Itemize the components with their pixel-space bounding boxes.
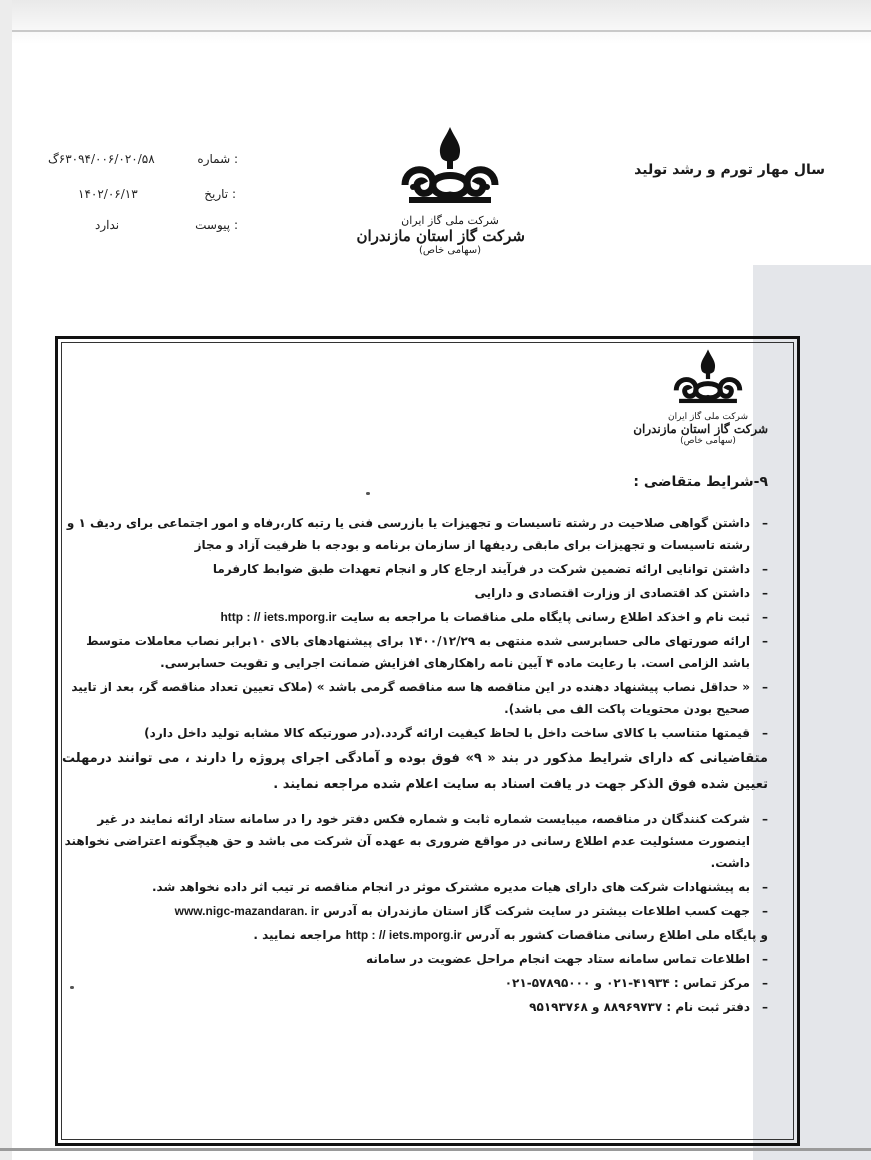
notice-body — [62, 474, 768, 1020]
scan-bottom-line — [0, 1148, 871, 1151]
item-text: داشتن توانایی ارائه تضمین شرکت در فرآیند ارجاع کار و انجام تعهدات طبق ضوابط کارفرما — [212, 562, 750, 576]
letter-date — [78, 187, 236, 205]
list-item: – داشتن توانایی ارائه تضمین شرکت در فرآیند ارجاع کار و انجام تعهدات طبق ضوابط کارفرما — [212, 562, 768, 576]
contact-register: دفتر ثبت نام : ۸۸۹۶۹۷۳۷ و ۹۵۱۹۳۷۶۸ — [529, 1000, 750, 1014]
letter-attachment — [95, 218, 238, 236]
item-text: داشتن گواهی صلاحیت در رشته تاسیسات و تجهیزات یا بازرسی فنی یا رتبه کار،رفاه و امور اجتماعی برای ردیف ۱ و رشته تاسیسات و تجهیزات برای مابقی ردیفها از سازمان برنامه و بودجه با ظرفیت آزاد و مجاز — [66, 516, 750, 552]
register-link[interactable]: http : // iets.mporg.ir — [220, 610, 337, 624]
note-text: به پیشنهادات شرکت های دارای هیات مدیره مشترک موثر در انجام مناقصه تر تیب اثر داده نخواهد شد. — [152, 880, 750, 894]
logo-line1: شرکت ملی گاز ایران — [401, 214, 499, 227]
list-item: – شرکت کنندگان در مناقصه، میبایست شماره ثابت و شماره فکس دفتر خود را در سامانه ستاد ارائه نمایند در غیر اینصورت مسئولیت عدم اطلاع رسانی در مواقع ضروری به عهده آن شرکت می باشد و حق هیچگونه اعتراضی نخواهند داشت. — [64, 812, 768, 870]
logo-line2: شرکت گاز استان مازندران — [633, 422, 768, 436]
applicant-paragraph: متقاضیانی که دارای شرایط مذکور در بند « ۹» فوق بوده و آمادگی اجرای پروژه را دارند ، می توانند درمهلت تعیین شده فوق الذکر جهت در یافت اسناد به سایت اعلام شده مراجعه نمایند . — [62, 751, 768, 792]
letter-number-label: شماره : — [197, 152, 238, 166]
list-item: – داشتن کد اقتصادی از وزارت اقتصادی و دارایی — [474, 586, 768, 600]
iets-link[interactable]: http : // iets.mporg.ir — [345, 928, 462, 942]
list-item: – دفتر ثبت نام : ۸۸۹۶۹۷۳۷ و ۹۵۱۹۳۷۶۸ — [529, 1000, 768, 1014]
letter-number — [48, 152, 238, 170]
logo-line2: شرکت گاز استان مازندران — [356, 227, 525, 245]
logo-line3: (سهامی خاص) — [418, 245, 482, 256]
note-text: شرکت کنندگان در مناقصه، میبایست شماره ثابت و شماره فکس دفتر خود را در سامانه ستاد ارائه نمایند در غیر اینصورت مسئولیت عدم اطلاع رسانی در مواقع ضروری به عهده آن شرکت می باشد و حق هیچگونه اعتراضی نخواهند داشت. — [64, 812, 750, 870]
logo-line3: (سهامی خاص) — [680, 436, 736, 446]
list-item: – مرکز تماس : ۴۱۹۳۴-۰۲۱ و ۵۷۸۹۵۰۰۰-۰۲۱ — [504, 976, 768, 990]
scan-top-line — [0, 30, 871, 32]
list-item: – به پیشنهادات شرکت های دارای هیات مدیره مشترک موثر در انجام مناقصه تر تیب اثر داده نخواهد شد. — [152, 880, 768, 894]
info-text: جهت کسب اطلاعات بیشتر در سایت شرکت گاز استان مازندران به آدرس — [323, 904, 750, 918]
flame-logo-icon — [375, 125, 525, 210]
item-text: قیمتها متناسب با کالای ساخت داخل با لحاظ کیفیت ارائه گردد.(در صورتیکه کالا مشابه تولید داخل دارد) — [144, 726, 750, 740]
contact-title: اطلاعات تماس سامانه ستاد جهت انجام مراحل عضویت در سامانه — [366, 952, 750, 966]
company-logo-frame — [633, 348, 768, 463]
logo-line1: شرکت ملی گاز ایران — [668, 412, 748, 422]
item-text: داشتن کد اقتصادی از وزارت اقتصادی و دارایی — [474, 586, 750, 600]
item-text: ارائه صورتهای مالی حسابرسی شده منتهی به ۱۴۰۰/۱۲/۲۹ برای پیشنهادهای بالای ۱۰برابر نصاب معاملات متوسط باشد الزامی است. با رعایت ماده ۴ آیین نامه راهکارهای افزایش ضمانت اجرایی و تقویت حسابرسی. — [86, 634, 750, 670]
list-item: – قیمتها متناسب با کالای ساخت داخل با لحاظ کیفیت ارائه گردد.(در صورتیکه کالا مشابه تولید داخل دارد) — [144, 726, 768, 740]
list-item — [62, 924, 768, 946]
list-item: – ثبت نام و اخذکد اطلاع رسانی پایگاه ملی مناقصات با مراجعه به سایت http : // iets.mporg.ir — [220, 610, 768, 624]
list-item: – ارائه صورتهای مالی حسابرسی شده منتهی به ۱۴۰۰/۱۲/۲۹ برای پیشنهادهای بالای ۱۰برابر نصاب معاملات متوسط باشد الزامی است. با رعایت ماده ۴ آیین نامه راهکارهای افزایش ضمانت اجرایی و تقویت حسابرسی. — [86, 634, 768, 670]
company-website-link[interactable]: www.nigc-mazandaran. ir — [174, 904, 319, 918]
item-text: « حداقل نصاب پیشنهاد دهنده در این مناقصه ها سه مناقصه گرمی باشد » (ملاک تعیین تعداد مناقصه گر، بعد از تایید صحیح بودن محتویات پاکت الف می باشد). — [71, 680, 750, 716]
letter-attachment-label: پیوست : — [195, 218, 238, 232]
scan-top-edge — [0, 0, 871, 44]
list-item: – اطلاعات تماس سامانه ستاد جهت انجام مراحل عضویت در سامانه — [366, 952, 768, 966]
info-text: و پایگاه ملی اطلاع رسانی مناقصات کشور به آدرس — [465, 928, 768, 942]
info-text: مراجعه نمایید . — [253, 928, 342, 942]
letter-date-label: تاریخ : — [204, 187, 236, 201]
item-text: ثبت نام و اخذکد اطلاع رسانی پایگاه ملی مناقصات با مراجعه به سایت — [340, 610, 750, 624]
letter-number-value: ۶۳۰۹۴/۰۰۶/۰۲۰/۵۸گ — [48, 152, 155, 166]
scan-left-edge — [0, 0, 12, 1160]
list-item: – « حداقل نصاب پیشنهاد دهنده در این مناقصه ها سه مناقصه گرمی باشد » (ملاک تعیین تعداد مناقصه گر، بعد از تایید صحیح بودن محتویات پاکت الف می باشد). — [71, 680, 768, 716]
list-item: – داشتن گواهی صلاحیت در رشته تاسیسات و تجهیزات یا بازرسی فنی یا رتبه کار،رفاه و امور اجتماعی برای ردیف ۱ و رشته تاسیسات و تجهیزات برای مابقی ردیفها از سازمان برنامه و بودجه با ظرفیت آزاد و مجاز — [66, 516, 768, 552]
section-title: ۹-شرایط متقاضی : — [633, 474, 768, 490]
year-slogan: سال مهار تورم و رشد تولید — [634, 162, 825, 178]
letter-date-value: ۱۴۰۲/۰۶/۱۳ — [78, 187, 138, 201]
letter-attachment-value: ندارد — [95, 218, 120, 232]
contact-center: مرکز تماس : ۴۱۹۳۴-۰۲۱ و ۵۷۸۹۵۰۰۰-۰۲۱ — [504, 976, 750, 990]
company-logo-top — [356, 125, 525, 275]
list-item: – جهت کسب اطلاعات بیشتر در سایت شرکت گاز استان مازندران به آدرس www.nigc-mazandaran. ir — [174, 904, 768, 918]
flame-logo-icon — [648, 348, 768, 408]
